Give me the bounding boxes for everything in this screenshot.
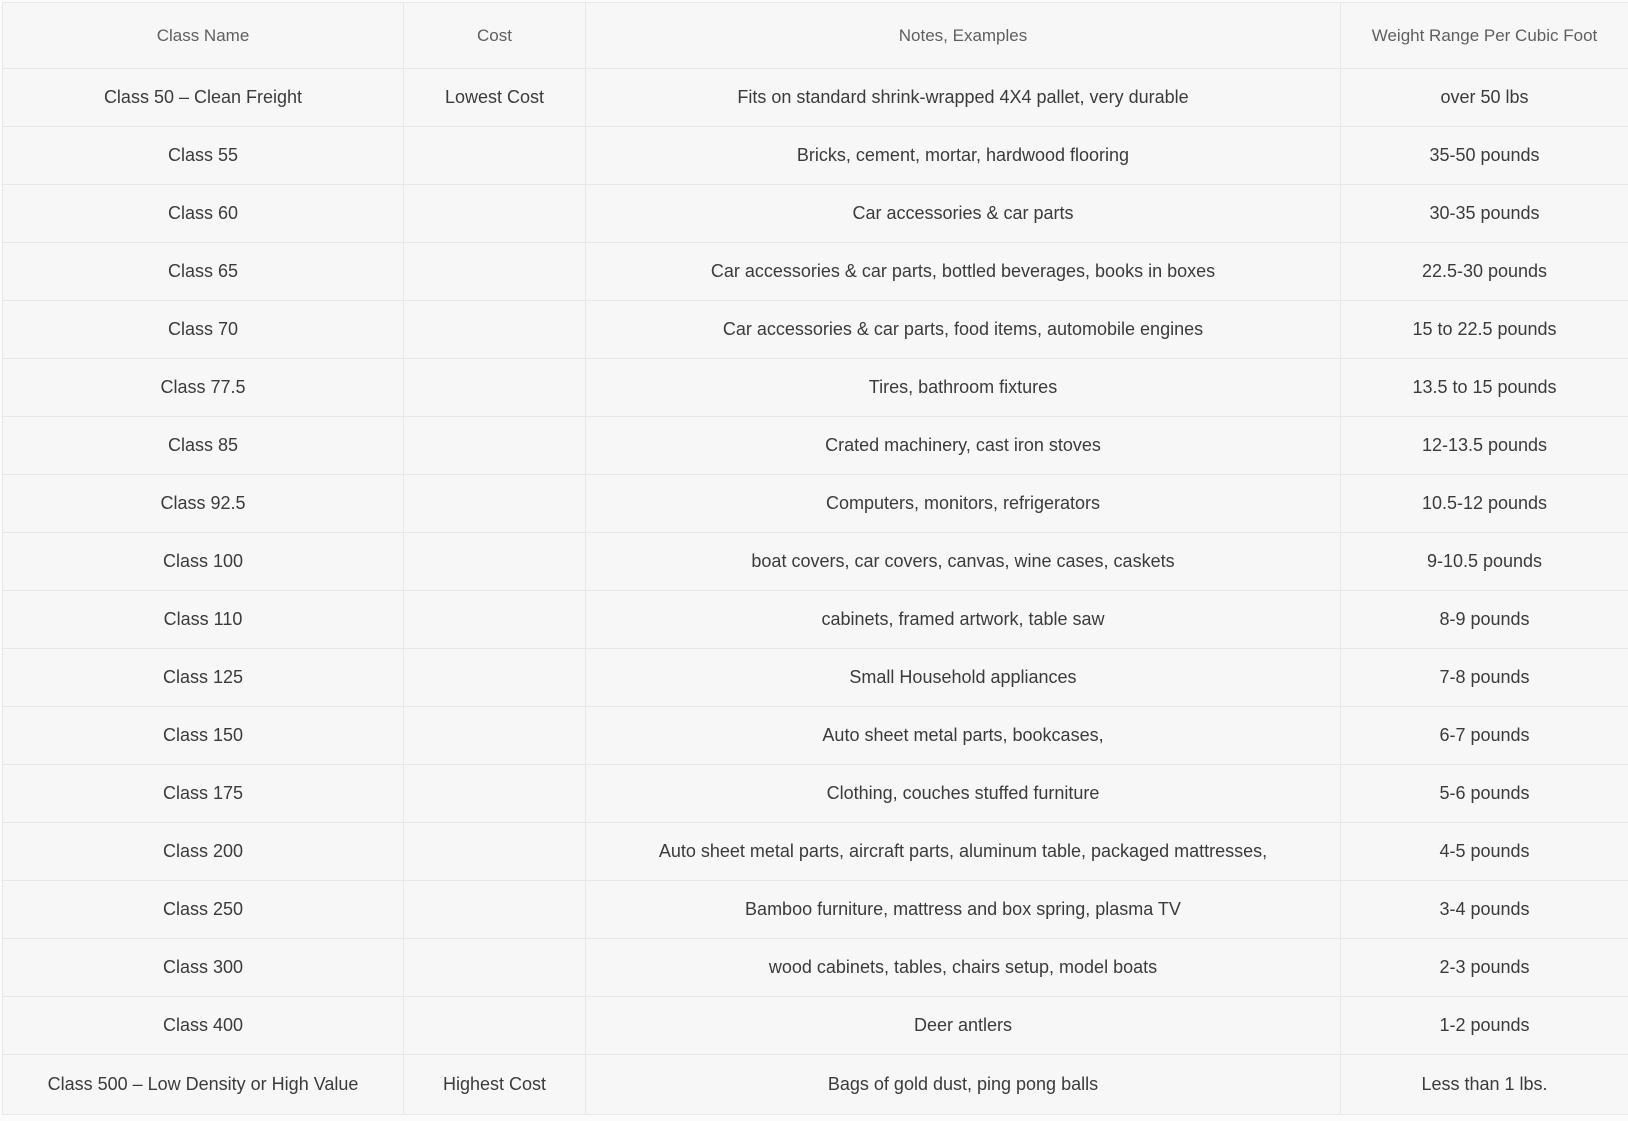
table-row [3,1055,1628,1115]
notes-examples-cell: Auto sheet metal parts, bookcases, [586,707,1341,765]
cost-cell [404,475,586,533]
table-row [3,301,1628,359]
table-row [3,127,1628,185]
table-row [3,649,1628,707]
cost-cell [404,533,586,591]
table-row [3,417,1628,475]
class-name-cell: Class 300 [3,939,404,997]
class-name-cell: Class 55 [3,127,404,185]
notes-examples-cell: Small Household appliances [586,649,1341,707]
weight-range-cell: 13.5 to 15 pounds [1341,359,1628,417]
notes-examples-cell: Bamboo furniture, mattress and box spring, plasma TV [586,881,1341,939]
cost-cell [404,707,586,765]
cost-cell [404,997,586,1055]
column-header-cost: Cost [404,3,586,69]
weight-range-cell: 8-9 pounds [1341,591,1628,649]
weight-range-cell: 30-35 pounds [1341,185,1628,243]
class-name-cell: Class 70 [3,301,404,359]
class-name-cell: Class 60 [3,185,404,243]
weight-range-cell: 9-10.5 pounds [1341,533,1628,591]
table-row [3,823,1628,881]
table-row [3,997,1628,1055]
table-row [3,243,1628,301]
weight-range-cell: 7-8 pounds [1341,649,1628,707]
cost-cell [404,591,586,649]
table-row [3,475,1628,533]
notes-examples-cell: boat covers, car covers, canvas, wine cases, caskets [586,533,1341,591]
header-row [3,3,1628,69]
notes-examples-cell: Car accessories & car parts [586,185,1341,243]
table-row [3,707,1628,765]
notes-examples-cell: Clothing, couches stuffed furniture [586,765,1341,823]
notes-examples-cell: Bricks, cement, mortar, hardwood flooring [586,127,1341,185]
notes-examples-cell: cabinets, framed artwork, table saw [586,591,1341,649]
column-header-class-name: Class Name [3,3,404,69]
class-name-cell: Class 65 [3,243,404,301]
cost-cell [404,301,586,359]
weight-range-cell: 15 to 22.5 pounds [1341,301,1628,359]
freight-class-table [2,2,1628,1115]
cost-cell [404,417,586,475]
weight-range-cell: 2-3 pounds [1341,939,1628,997]
notes-examples-cell: Bags of gold dust, ping pong balls [586,1055,1341,1115]
notes-examples-cell: Car accessories & car parts, bottled beverages, books in boxes [586,243,1341,301]
class-name-cell: Class 50 – Clean Freight [3,69,404,127]
table-row [3,69,1628,127]
class-name-cell: Class 250 [3,881,404,939]
table-body [3,69,1628,1115]
notes-examples-cell: Deer antlers [586,997,1341,1055]
cost-cell [404,823,586,881]
notes-examples-cell: wood cabinets, tables, chairs setup, model boats [586,939,1341,997]
class-name-cell: Class 100 [3,533,404,591]
notes-examples-cell: Computers, monitors, refrigerators [586,475,1341,533]
class-name-cell: Class 175 [3,765,404,823]
notes-examples-cell: Car accessories & car parts, food items, automobile engines [586,301,1341,359]
class-name-cell: Class 125 [3,649,404,707]
class-name-cell: Class 85 [3,417,404,475]
notes-examples-cell: Crated machinery, cast iron stoves [586,417,1341,475]
weight-range-cell: 22.5-30 pounds [1341,243,1628,301]
notes-examples-cell: Fits on standard shrink-wrapped 4X4 pallet, very durable [586,69,1341,127]
notes-examples-cell: Tires, bathroom fixtures [586,359,1341,417]
cost-cell [404,359,586,417]
cost-cell: Highest Cost [404,1055,586,1115]
column-header-notes-examples: Notes, Examples [586,3,1341,69]
table-row [3,533,1628,591]
table-row [3,881,1628,939]
weight-range-cell: 1-2 pounds [1341,997,1628,1055]
cost-cell [404,127,586,185]
weight-range-cell: 6-7 pounds [1341,707,1628,765]
cost-cell [404,881,586,939]
class-name-cell: Class 500 – Low Density or High Value [3,1055,404,1115]
weight-range-cell: 3-4 pounds [1341,881,1628,939]
weight-range-cell: 4-5 pounds [1341,823,1628,881]
cost-cell [404,185,586,243]
class-name-cell: Class 92.5 [3,475,404,533]
weight-range-cell: over 50 lbs [1341,69,1628,127]
cost-cell [404,765,586,823]
weight-range-cell: 35-50 pounds [1341,127,1628,185]
table-row [3,359,1628,417]
table-row [3,185,1628,243]
table-row [3,765,1628,823]
weight-range-cell: 5-6 pounds [1341,765,1628,823]
cost-cell: Lowest Cost [404,69,586,127]
class-name-cell: Class 77.5 [3,359,404,417]
class-name-cell: Class 200 [3,823,404,881]
cost-cell [404,939,586,997]
class-name-cell: Class 150 [3,707,404,765]
cost-cell [404,243,586,301]
weight-range-cell: Less than 1 lbs. [1341,1055,1628,1115]
notes-examples-cell: Auto sheet metal parts, aircraft parts, aluminum table, packaged mattresses, [586,823,1341,881]
cost-cell [404,649,586,707]
weight-range-cell: 12-13.5 pounds [1341,417,1628,475]
table-header [3,3,1628,69]
table-row [3,591,1628,649]
weight-range-cell: 10.5-12 pounds [1341,475,1628,533]
column-header-weight-range: Weight Range Per Cubic Foot [1341,3,1628,69]
class-name-cell: Class 110 [3,591,404,649]
class-name-cell: Class 400 [3,997,404,1055]
table-row [3,939,1628,997]
